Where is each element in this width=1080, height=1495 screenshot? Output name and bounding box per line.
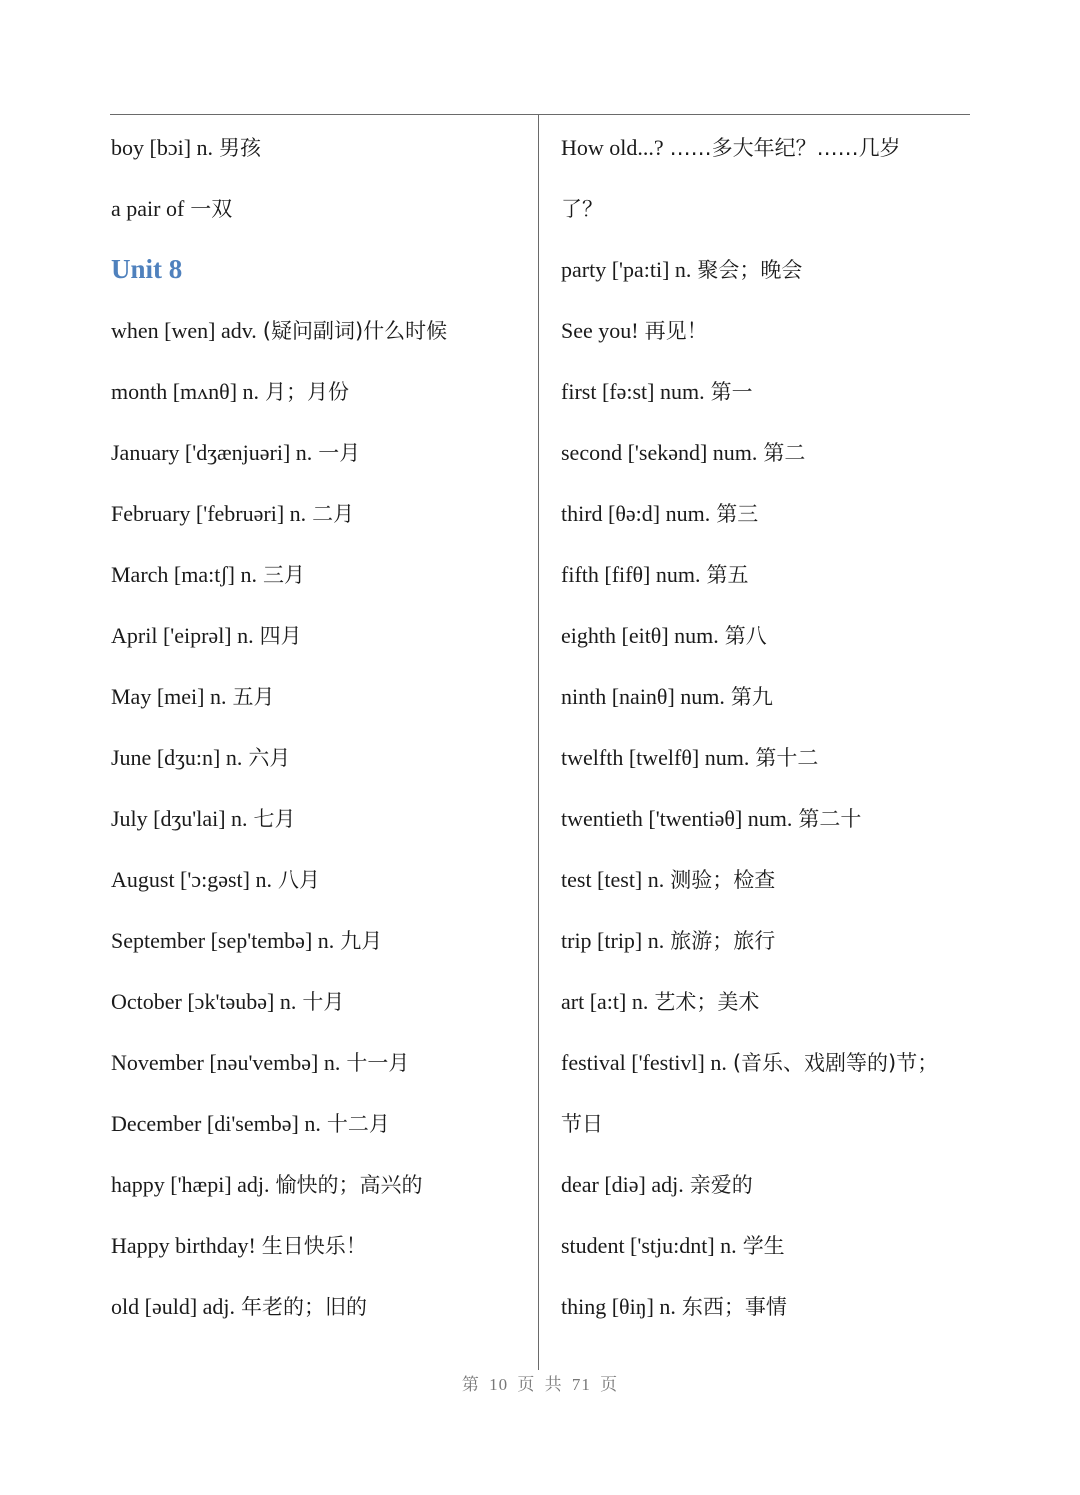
vocab-entry bbox=[111, 727, 531, 788]
vocab-english: when [wen] adv. bbox=[111, 318, 257, 343]
vocab-english: March [ma:tʃ] n. bbox=[111, 562, 257, 587]
vocab-chinese: 第二十 bbox=[798, 807, 862, 831]
vocab-entry bbox=[111, 300, 531, 361]
vocab-chinese: 月；月份 bbox=[265, 380, 350, 404]
vocab-chinese: (音乐、戏剧等的)节； bbox=[732, 1051, 939, 1075]
vocab-chinese: 七月 bbox=[253, 807, 296, 831]
vocab-english: happy ['hæpi] adj. bbox=[111, 1172, 270, 1197]
vocab-entry bbox=[561, 605, 976, 666]
vocab-entry bbox=[561, 361, 976, 422]
vocab-chinese: 十一月 bbox=[346, 1051, 410, 1075]
vocab-entry bbox=[111, 544, 531, 605]
vocab-chinese: 聚会；晚会 bbox=[697, 258, 803, 282]
vocab-entry bbox=[561, 971, 976, 1032]
vocab-chinese: 学生 bbox=[742, 1234, 785, 1258]
right-vocabulary-column bbox=[561, 117, 976, 1337]
vocab-chinese: 愉快的；高兴的 bbox=[275, 1173, 423, 1197]
vocab-entry bbox=[561, 483, 976, 544]
vocab-entry bbox=[561, 178, 976, 239]
vocab-entry bbox=[561, 788, 976, 849]
vocab-english: test [test] n. bbox=[561, 867, 665, 892]
vocab-entry bbox=[561, 666, 976, 727]
vocab-chinese: 一月 bbox=[318, 441, 361, 465]
vocab-entry bbox=[111, 788, 531, 849]
vocab-english: July [dʒu'lai] n. bbox=[111, 806, 248, 831]
vocab-chinese: ……多大年纪？……几岁 bbox=[669, 136, 901, 160]
vocab-english: twelfth [twelfθ] num. bbox=[561, 745, 750, 770]
vocab-english: art [a:t] n. bbox=[561, 989, 649, 1014]
vocab-entry bbox=[561, 1032, 976, 1093]
vocab-english: ninth [nainθ] num. bbox=[561, 684, 725, 709]
vocab-english: eighth [eitθ] num. bbox=[561, 623, 719, 648]
vocab-english: How old...? bbox=[561, 135, 664, 160]
vocab-english: See you! bbox=[561, 318, 639, 343]
vocab-chinese: 东西；事情 bbox=[681, 1295, 787, 1319]
vocab-entry bbox=[561, 117, 976, 178]
vocab-chinese: 节日 bbox=[561, 1112, 603, 1136]
vocab-entry bbox=[561, 1276, 976, 1337]
left-vocabulary-column bbox=[111, 117, 531, 1337]
vocab-entry bbox=[561, 422, 976, 483]
vocab-chinese: 生日快乐！ bbox=[261, 1234, 367, 1258]
vocab-english: a pair of bbox=[111, 196, 185, 221]
vocab-chinese: 一双 bbox=[190, 197, 233, 221]
page-footer: 第 10 页 共 71 页 bbox=[461, 1375, 619, 1394]
vocab-english: fifth [fifθ] num. bbox=[561, 562, 701, 587]
vocab-entry bbox=[561, 1215, 976, 1276]
vocab-chinese: 十二月 bbox=[326, 1112, 390, 1136]
vocab-entry bbox=[111, 666, 531, 727]
vocab-english: first [fə:st] num. bbox=[561, 379, 705, 404]
column-divider bbox=[538, 114, 539, 1370]
vocab-english: November [nəu'vembə] n. bbox=[111, 1050, 341, 1075]
vocab-chinese: 旅游；旅行 bbox=[670, 929, 776, 953]
vocab-english: student ['stju:dnt] n. bbox=[561, 1233, 737, 1258]
vocab-entry bbox=[111, 1276, 531, 1337]
vocab-entry bbox=[111, 971, 531, 1032]
vocab-english: June [dʒu:n] n. bbox=[111, 745, 243, 770]
vocab-entry bbox=[111, 422, 531, 483]
vocab-entry bbox=[111, 849, 531, 910]
vocab-entry bbox=[111, 1154, 531, 1215]
vocab-entry bbox=[111, 1093, 531, 1154]
vocab-english: May [mei] n. bbox=[111, 684, 227, 709]
vocab-english: festival ['festivl] n. bbox=[561, 1050, 727, 1075]
vocab-entry bbox=[111, 483, 531, 544]
vocab-entry bbox=[561, 239, 976, 300]
vocab-entry bbox=[111, 605, 531, 666]
vocab-chinese: 第九 bbox=[730, 685, 773, 709]
vocab-english: October [ɔk'təubə] n. bbox=[111, 989, 297, 1014]
vocab-entry bbox=[111, 1032, 531, 1093]
vocab-english: April ['eiprəl] n. bbox=[111, 623, 254, 648]
vocab-english: December [di'sembə] n. bbox=[111, 1111, 321, 1136]
vocab-entry bbox=[111, 178, 531, 239]
vocab-english: dear [diə] adj. bbox=[561, 1172, 684, 1197]
vocab-chinese: 十月 bbox=[302, 990, 345, 1014]
vocab-chinese: (疑问副词)什么时候 bbox=[262, 319, 448, 343]
vocab-chinese: 第十二 bbox=[755, 746, 819, 770]
vocab-english: old [əuld] adj. bbox=[111, 1294, 236, 1319]
vocab-entry bbox=[561, 910, 976, 971]
vocab-entry bbox=[561, 544, 976, 605]
vocab-english: February ['februəri] n. bbox=[111, 501, 307, 526]
vocab-english: party ['pa:ti] n. bbox=[561, 257, 692, 282]
vocab-chinese: 四月 bbox=[259, 624, 302, 648]
vocab-chinese: 第二 bbox=[763, 441, 806, 465]
vocab-chinese: 五月 bbox=[232, 685, 275, 709]
vocab-chinese: 六月 bbox=[248, 746, 291, 770]
vocab-chinese: 男孩 bbox=[219, 136, 262, 160]
unit-heading: Unit 8 bbox=[111, 254, 183, 284]
vocab-english: thing [θiŋ] n. bbox=[561, 1294, 676, 1319]
vocab-chinese: 第五 bbox=[706, 563, 749, 587]
vocab-chinese: 年老的；旧的 bbox=[241, 1295, 368, 1319]
vocab-chinese: 测验；检查 bbox=[670, 868, 776, 892]
vocab-entry bbox=[561, 1154, 976, 1215]
vocab-chinese: 再见！ bbox=[644, 319, 708, 343]
vocab-entry bbox=[561, 849, 976, 910]
vocab-entry bbox=[561, 1093, 976, 1154]
vocab-entry bbox=[111, 361, 531, 422]
vocab-entry bbox=[561, 300, 976, 361]
vocab-chinese: 了？ bbox=[561, 197, 603, 221]
vocab-english: twentieth ['twentiəθ] num. bbox=[561, 806, 793, 831]
vocab-chinese: 第三 bbox=[716, 502, 759, 526]
vocab-entry bbox=[111, 117, 531, 178]
vocab-chinese: 亲爱的 bbox=[689, 1173, 753, 1197]
vocab-english: month [mʌnθ] n. bbox=[111, 379, 260, 404]
vocab-english: Happy birthday! bbox=[111, 1233, 256, 1258]
vocab-entry bbox=[111, 1215, 531, 1276]
vocab-chinese: 九月 bbox=[340, 929, 383, 953]
vocab-english: September [sep'tembə] n. bbox=[111, 928, 335, 953]
vocab-english: boy [bɔi] n. bbox=[111, 135, 214, 160]
vocab-chinese: 艺术；美术 bbox=[654, 990, 760, 1014]
vocab-entry bbox=[561, 727, 976, 788]
vocab-chinese: 八月 bbox=[278, 868, 320, 892]
vocab-entry bbox=[111, 910, 531, 971]
vocab-chinese: 第一 bbox=[710, 380, 753, 404]
top-rule bbox=[110, 114, 970, 115]
vocab-english: January ['dʒænjuəri] n. bbox=[111, 440, 313, 465]
vocab-english: third [θə:d] num. bbox=[561, 501, 711, 526]
vocab-english: second ['sekənd] num. bbox=[561, 440, 758, 465]
vocab-english: trip [trip] n. bbox=[561, 928, 665, 953]
vocab-chinese: 三月 bbox=[263, 563, 305, 587]
vocab-chinese: 第八 bbox=[724, 624, 767, 648]
vocab-english: August ['ɔ:gəst] n. bbox=[111, 867, 272, 892]
vocab-chinese: 二月 bbox=[312, 502, 355, 526]
